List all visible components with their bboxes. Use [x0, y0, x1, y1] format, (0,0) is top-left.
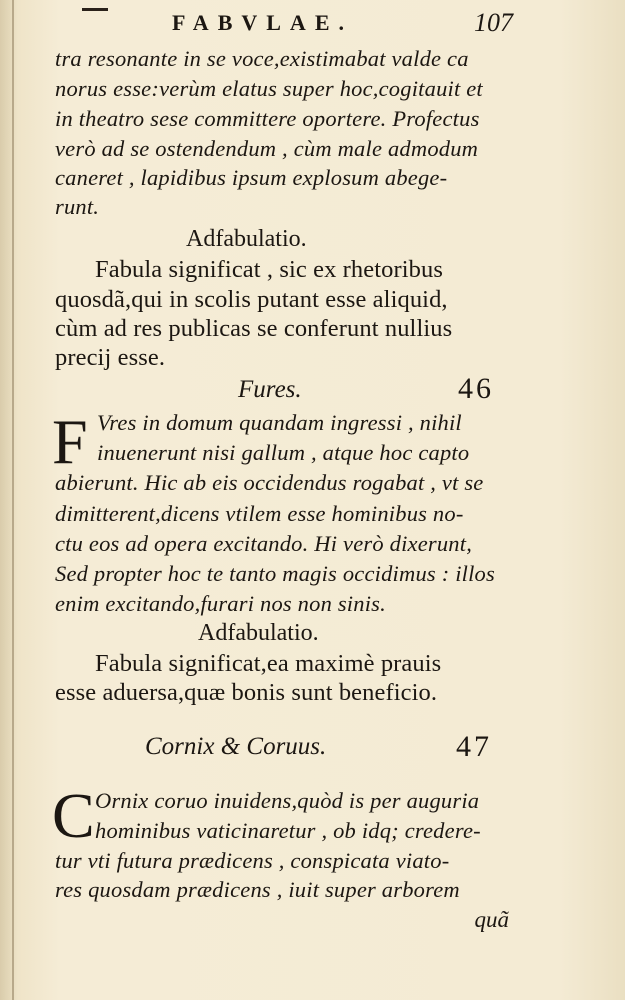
fable-title: Cornix & Coruus.	[145, 733, 327, 760]
text-line: inuenerunt nisi gallum , atque hoc capto	[97, 440, 470, 465]
text-line: in theatro sese committere oportere. Profectus	[55, 106, 480, 131]
fable-title: Fures.	[238, 376, 302, 403]
moral-heading: Adfabulatio.	[186, 226, 307, 252]
fable-number: 47	[456, 730, 492, 763]
text-line: hominibus vaticinaretur , ob idq; credere-	[95, 818, 481, 843]
moral-line: Fabula significat , sic ex rhetoribus	[95, 256, 443, 283]
moral-line: Fabula significat,ea maximè prauis	[95, 650, 442, 677]
moral-line: esse aduersa,quæ bonis sunt beneficio.	[55, 679, 438, 706]
drop-cap: C	[52, 780, 95, 851]
text-line: ctu eos ad opera excitando. Hi verò dixerunt,	[55, 531, 473, 556]
page-number: 107	[474, 8, 513, 37]
running-head: FABVLAE.	[172, 10, 353, 35]
text-line: tra resonante in se voce,existimabat valde ca	[55, 46, 469, 71]
fable-number: 46	[458, 372, 494, 405]
text-line: abierunt. Hic ab eis occidendus rogabat , vt se	[55, 470, 484, 495]
text-line: Vres in domum quandam ingressi , nihil	[97, 410, 462, 435]
catchword: quã	[474, 907, 509, 932]
text-line: res quosdam prædicens , iuit super arborem	[55, 877, 460, 902]
text-line: norus esse:verùm elatus super hoc,cogitauit et	[55, 76, 483, 101]
text-line: caneret , lapidibus ipsum explosum abege-	[55, 165, 448, 190]
text-line: verò ad se ostendendum , cùm male admodum	[55, 136, 479, 161]
text-line: Ornix coruo inuidens,quòd is per auguria	[95, 788, 480, 813]
page-header	[0, 6, 625, 40]
text-line: runt.	[55, 194, 100, 219]
moral-heading: Adfabulatio.	[198, 620, 319, 646]
text-line: enim excitando,furari nos non sinis.	[55, 591, 386, 616]
page-gutter	[12, 0, 14, 1000]
moral-line: quosdã,qui in scolis putant esse aliquid,	[55, 286, 448, 313]
text-line: tur vti futura prædicens , conspicata viato-	[55, 848, 450, 873]
moral-line: precij esse.	[55, 344, 166, 371]
text-line: dimitterent,dicens vtilem esse hominibus no-	[55, 501, 464, 526]
moral-line: cùm ad res publicas se conferunt nullius	[55, 315, 453, 342]
text-line: Sed propter hoc te tanto magis occidimus : illos	[55, 561, 495, 586]
drop-cap: F	[52, 406, 88, 477]
